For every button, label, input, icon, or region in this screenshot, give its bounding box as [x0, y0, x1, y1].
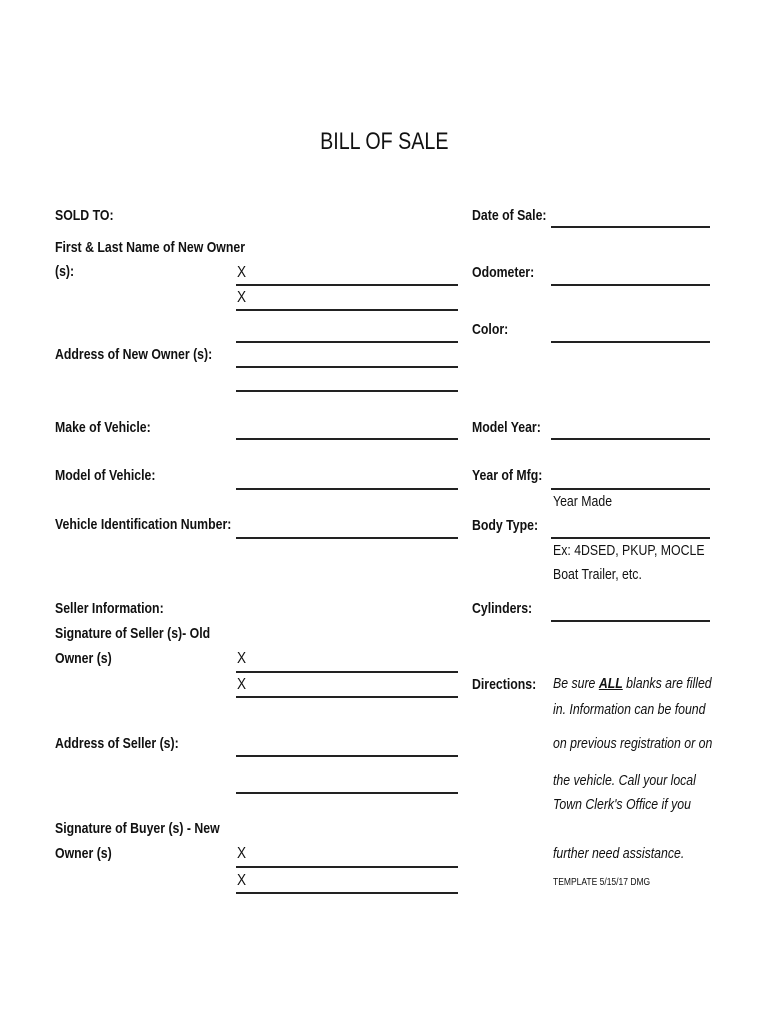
- date-of-sale-field[interactable]: [551, 226, 710, 228]
- page-title: BILL OF SALE: [320, 128, 449, 155]
- directions-text-all: ALL: [598, 675, 623, 692]
- odometer-label: Odometer:: [472, 264, 535, 281]
- buyer-signature-label-line2: Owner (s): [55, 845, 112, 862]
- directions-text-line5: Town Clerk's Office if you: [553, 796, 691, 813]
- make-of-vehicle-field[interactable]: [236, 438, 458, 440]
- directions-text-post: blanks are filled: [626, 675, 712, 692]
- year-made-hint: Year Made: [553, 493, 613, 510]
- new-owner-sign-mark-2: X: [237, 289, 247, 306]
- new-owner-name-label-line2: (s):: [55, 263, 75, 280]
- seller-signature-label-line2: Owner (s): [55, 650, 112, 667]
- body-type-field[interactable]: [551, 537, 710, 539]
- color-label: Color:: [472, 321, 509, 338]
- seller-info-label: Seller Information:: [55, 600, 164, 617]
- cylinders-label: Cylinders:: [472, 600, 533, 617]
- directions-text-pre: Be sure: [553, 675, 596, 692]
- vin-label: Vehicle Identification Number:: [55, 516, 232, 533]
- seller-address-field-1[interactable]: [236, 755, 458, 757]
- buyer-sign-mark-1: X: [237, 845, 247, 862]
- make-of-vehicle-label: Make of Vehicle:: [55, 419, 151, 436]
- directions-text-line1: [553, 675, 712, 692]
- seller-signature-field-1[interactable]: [236, 671, 458, 673]
- new-owner-name-field-1[interactable]: [236, 284, 458, 286]
- model-of-vehicle-field[interactable]: [236, 488, 458, 490]
- model-year-field[interactable]: [551, 438, 710, 440]
- date-of-sale-label: Date of Sale:: [472, 207, 547, 224]
- body-type-hint-line1: Ex: 4DSED, PKUP, MOCLE: [553, 542, 705, 559]
- buyer-signature-field-2[interactable]: [236, 892, 458, 894]
- new-owner-address-field-1[interactable]: [236, 341, 458, 343]
- model-of-vehicle-label: Model of Vehicle:: [55, 467, 156, 484]
- new-owner-sign-mark-1: X: [237, 264, 247, 281]
- buyer-signature-label-line1: Signature of Buyer (s) - New: [55, 820, 220, 837]
- seller-sign-mark-2: X: [237, 676, 247, 693]
- new-owner-name-field-2[interactable]: [236, 309, 458, 311]
- seller-address-field-2[interactable]: [236, 792, 458, 794]
- color-field[interactable]: [551, 341, 710, 343]
- seller-signature-label-line1: Signature of Seller (s)- Old: [55, 625, 211, 642]
- year-of-mfg-label: Year of Mfg:: [472, 467, 543, 484]
- seller-address-label: Address of Seller (s):: [55, 735, 179, 752]
- seller-signature-field-2[interactable]: [236, 696, 458, 698]
- model-year-label: Model Year:: [472, 419, 541, 436]
- directions-text-line4: the vehicle. Call your local: [553, 772, 696, 789]
- directions-label: Directions:: [472, 676, 537, 693]
- vin-field[interactable]: [236, 537, 458, 539]
- odometer-field[interactable]: [551, 284, 710, 286]
- new-owner-address-field-2[interactable]: [236, 366, 458, 368]
- directions-text-line2: in. Information can be found: [553, 701, 706, 718]
- cylinders-field[interactable]: [551, 620, 710, 622]
- new-owner-address-field-3[interactable]: [236, 390, 458, 392]
- body-type-label: Body Type:: [472, 517, 539, 534]
- year-of-mfg-field[interactable]: [551, 488, 710, 490]
- buyer-sign-mark-2: X: [237, 872, 247, 889]
- body-type-hint-line2: Boat Trailer, etc.: [553, 566, 642, 583]
- buyer-signature-field-1[interactable]: [236, 866, 458, 868]
- directions-text-line3: on previous registration or on: [553, 735, 713, 752]
- new-owner-address-label: Address of New Owner (s):: [55, 346, 213, 363]
- directions-text-line6: further need assistance.: [553, 845, 685, 862]
- template-note: TEMPLATE 5/15/17 DMG: [553, 877, 651, 888]
- new-owner-name-label-line1: First & Last Name of New Owner: [55, 239, 246, 256]
- seller-sign-mark-1: X: [237, 650, 247, 667]
- sold-to-label: SOLD TO:: [55, 207, 114, 224]
